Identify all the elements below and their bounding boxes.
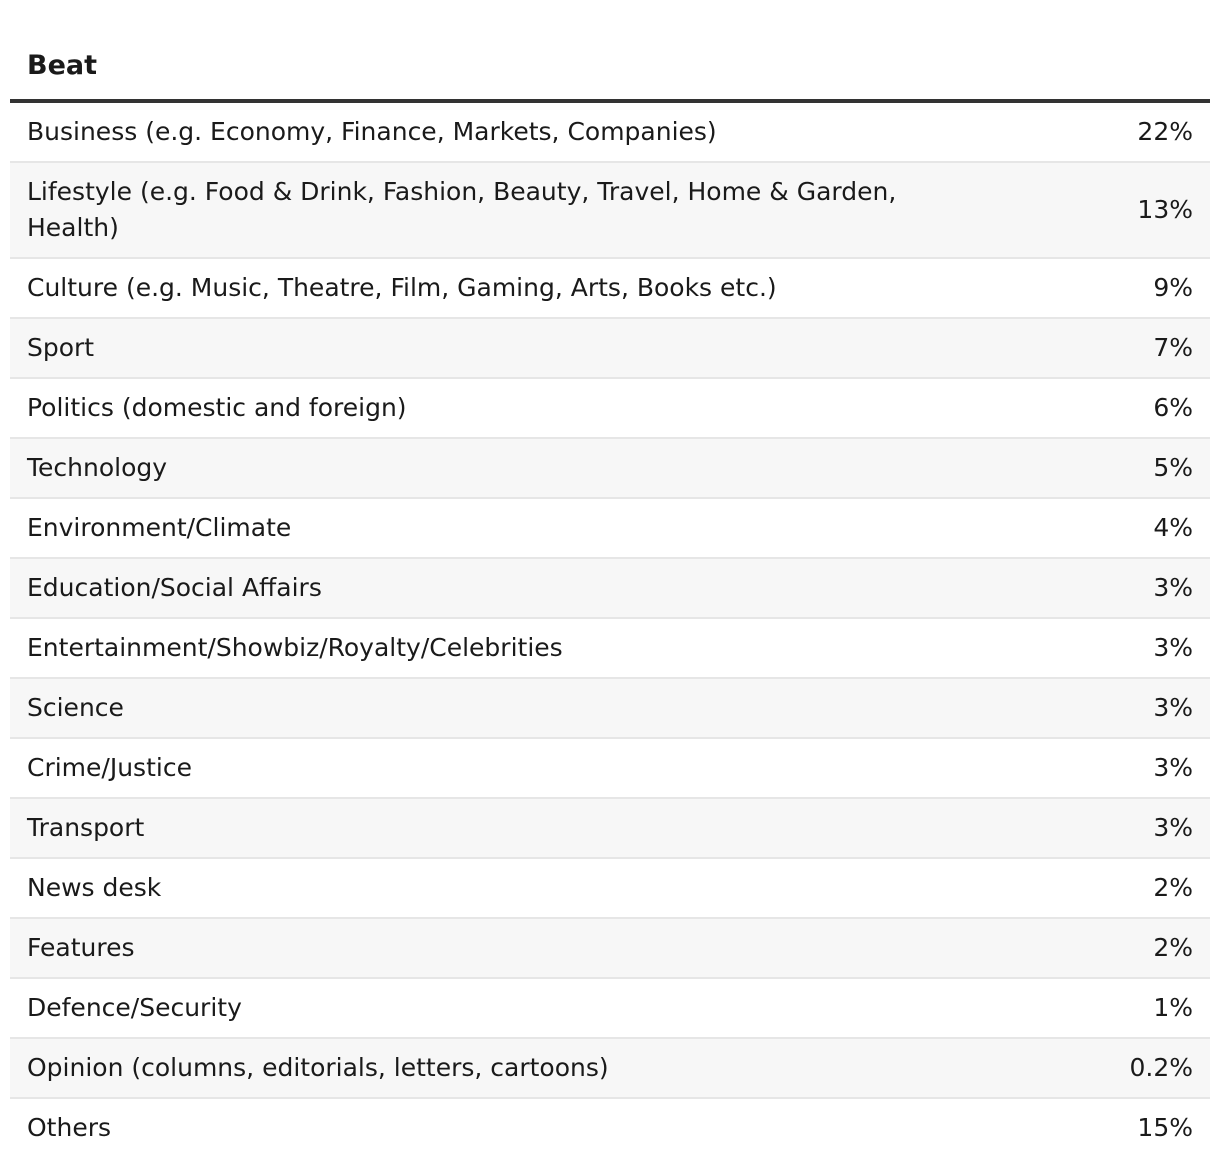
table-row	[10, 978, 1210, 1038]
table-header	[10, 0, 1210, 101]
beat-percentage: 13%	[970, 162, 1210, 258]
beat-label: Politics (domestic and foreign)	[10, 378, 970, 438]
beat-percentage: 7%	[970, 318, 1210, 378]
table-row	[10, 858, 1210, 918]
beat-percentage: 3%	[970, 678, 1210, 738]
beat-label: Others	[27, 1113, 112, 1142]
column-header-value	[970, 0, 1210, 101]
table-row	[10, 558, 1210, 618]
beat-percentage: 2%	[970, 918, 1210, 978]
beat-table-container	[10, 0, 1210, 1157]
header-row	[10, 0, 1210, 101]
beat-percentage: 9%	[970, 258, 1210, 318]
table-row	[10, 378, 1210, 438]
beat-percentage: 3%	[970, 738, 1210, 798]
beat-percentage: 3%	[970, 618, 1210, 678]
column-header-beat: Beat	[10, 0, 970, 101]
table-row	[10, 101, 1210, 162]
beat-label: News desk	[10, 858, 970, 918]
table-row	[10, 1038, 1210, 1098]
beat-percentage: 0.2%	[970, 1038, 1210, 1098]
beat-percentage: 2%	[970, 858, 1210, 918]
table-row	[10, 162, 1210, 258]
table-row	[10, 318, 1210, 378]
table-row	[10, 258, 1210, 318]
beat-percentage: 5%	[970, 438, 1210, 498]
beat-label: Opinion (columns, editorials, letters, cartoons)	[10, 1038, 970, 1098]
beat-label: Lifestyle (e.g. Food & Drink, Fashion, Beauty, Travel, Home & Garden, Health)	[10, 162, 970, 258]
table-row	[10, 438, 1210, 498]
beat-percentage: 6%	[970, 378, 1210, 438]
beat-percentage: 22%	[970, 101, 1210, 162]
beat-label: Science	[10, 678, 970, 738]
beat-table	[10, 0, 1210, 1157]
beat-label: Business (e.g. Economy, Finance, Markets, Companies)	[10, 101, 970, 162]
table-row	[10, 738, 1210, 798]
beat-percentage: 15%	[1137, 1113, 1193, 1142]
table-row	[10, 1098, 1210, 1157]
table-row	[10, 678, 1210, 738]
beat-label: Technology	[10, 438, 970, 498]
beat-percentage: 4%	[970, 498, 1210, 558]
beat-label: Entertainment/Showbiz/Royalty/Celebrities	[10, 618, 970, 678]
table-row	[10, 618, 1210, 678]
beat-label: Crime/Justice	[10, 738, 970, 798]
beat-label: Education/Social Affairs	[10, 558, 970, 618]
table-row	[10, 498, 1210, 558]
beat-label: Sport	[10, 318, 970, 378]
beat-label: Defence/Security	[10, 978, 970, 1038]
beat-label: Culture (e.g. Music, Theatre, Film, Gaming, Arts, Books etc.)	[10, 258, 970, 318]
table-row	[10, 918, 1210, 978]
table-body	[10, 101, 1210, 1157]
beat-percentage: 3%	[970, 558, 1210, 618]
beat-label: Features	[10, 918, 970, 978]
table-row	[10, 798, 1210, 858]
beat-percentage: 3%	[970, 798, 1210, 858]
beat-label: Environment/Climate	[10, 498, 970, 558]
beat-percentage: 1%	[970, 978, 1210, 1038]
beat-label: Transport	[10, 798, 970, 858]
